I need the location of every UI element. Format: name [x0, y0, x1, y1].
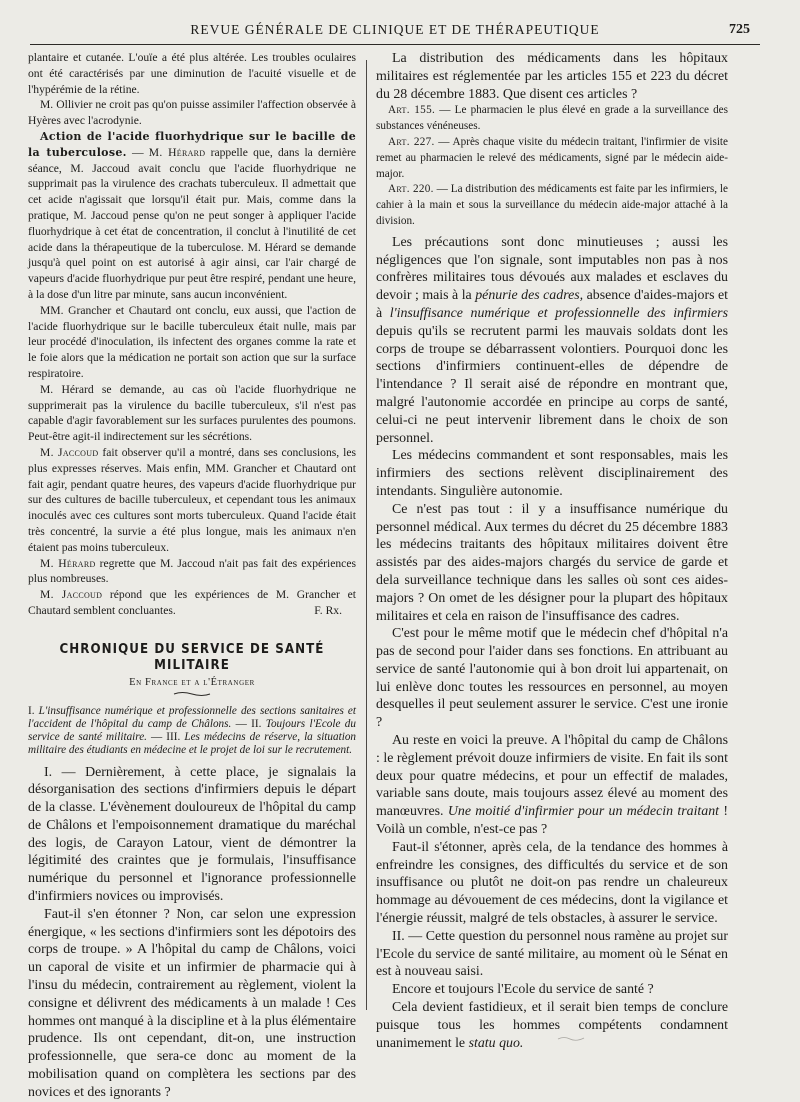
journal-title: REVUE GÉNÉRALE DE CLINIQUE ET DE THÉRAPEUTIQUE [190, 22, 600, 37]
ornament-rule [172, 691, 212, 697]
regulation-quotes [376, 103, 728, 229]
paragraph: Faut-il s'en étonner ? Non, car selon une expression énergique, « les sections d'infirmiers sont les dépotoirs des corps de troupe. » A l'hôpital du camp de Châlons, voici un caporal de visite et un infirmier de pharmacie qui à l'insu du médecin, contrairement au règlement, violent la consigne et délivrent des médicaments à un malade ! Ces hommes ont manqué à la discipline et à la plus élémentaire prudence. Ils ont cependant, dit-on, une instruction professionnelle, que sera-ce donc au moment de la mobilisation quand on complètera les sections par des novices et des ignorants ? [28, 906, 356, 1100]
paragraph: M. Ollivier ne croit pas qu'on puisse assimiler l'affection observée à Hyères avec l'acrodynie. [28, 98, 356, 128]
paragraph: M. Hérard se demande, au cas où l'acide fluorhydrique ne supprimerait pas la virulence du bacille tuberculeux, s'il n'est pas capable d'agir favorablement sur les surfaces purulentes des poumons. Peut-être agit-il indirectement sur les sécrétions. [28, 382, 356, 444]
paragraph: Les médecins commandent et sont responsables, mais les infirmiers des sections relèvent disciplinairement des intendants. Singulière autonomie. [376, 448, 728, 499]
paragraph: Les précautions sont donc minutieuses ; aussi les négligences que l'on signale, sont imputables non pas à nos confrères militaires tous dévoués aux malades et esclaves du devoir ; mais à la pénurie des cadres, absence d'aides-majors et à l'insuffisance numérique et professionnelle des infirmiers depuis qu'ils se recrutent parmi les mauvais soldats dont les corps de troupe se débarrassent volontiers. Pourquoi donc les sections d'infirmiers continuent-elles de dépendre de l'intendance ? Il serait aisé de répondre en montrant que, malgré l'autonomie accordée en principe au corps de santé, celui-ci ne peut intervenir librement dans le choix de son personnel. [376, 234, 729, 446]
paragraph: Ce n'est pas tout : il y a insuffisance numérique du personnel médical. Aux termes du décret du 25 décembre 1883 les médecins traitants des hôpitaux militaires doivent être assistés par des aides-majors chargés du service de garde et dela surveillance technique dans les salles où sont ces aides-majors ? On omet de les désigner pour la plupart des hôpitaux militaires et cela en raison de l'insuffisance des cadres. [376, 501, 728, 624]
paragraph: C'est pour le même motif que le médecin chef d'hôpital n'a pas de second pour l'aider dans ses fonctions. En attribuant au service de santé l'autonomie qui à bon droit lui appartenait, on lui enlève donc toutes les ressources en personnel, au moyen desquelles il peut seulement assurer le service. C'est une ironie ? [376, 626, 728, 731]
running-header [40, 22, 750, 42]
column-divider [366, 60, 367, 1010]
speaker-name: M. Hérard [148, 145, 206, 159]
paragraph: Encore et toujours l'Ecole du service de santé ? [392, 982, 654, 998]
speaker-name: M. Jaccoud [40, 588, 103, 602]
author-signature: F. Rx. [314, 603, 342, 617]
section-title: CHRONIQUE DU SERVICE DE SANTÉ MILITAIRE [59, 640, 325, 673]
paragraph-text: fait observer qu'il a montré, dans ses conclusions, les plus expresses réserves. Mais enfin, MM. Grancher et Chautard ont fait agir, pendant quatre heures, des vapeurs d'acide fluorhydrique pur sur des cultures de bacille tuberculeux, et cependant tous les animaux inoculés avec ces cultures sont morts tuberculeux. Quand l'acide était très concentré, la survie a été plus longue, mais les animaux n'en étaient pas moins tuberculeux. [28, 445, 356, 554]
paragraph-text: rappelle que, dans la dernière séance, M. Jaccoud avait conclu que l'acide fluorhydrique ne supprimait pas la virulence des crachats tuberculeux. Il admettait que cet acide n'agissait que lorsqu'il était pur. Mais, comme dans la pratique, M. Jaccoud pense qu'on ne peut songer à appliquer l'acide fluorhydrique à cet état de concentration, il conclut à l'inutilité de cet acide dans la thérapeutique de la tuberculose. M. Hérard se demande jusqu'à quel point on est autorisé à agir ainsi, car l'air chargé de vapeurs d'acide fluorhydrique pur peut être respiré, pendant une heure, à la dose d'un litre par minute, sans aucun inconvénient. [28, 145, 356, 301]
header-rule [30, 44, 760, 45]
paragraph-text: regrette que M. Jaccoud n'ait pas fait des expériences plus nombreuses. [28, 556, 356, 586]
regulation-article: Art. 227. — Après chaque visite du médecin traitant, l'infirmier de visite remet au pharmacien le relevé des médicaments, signé par le médecin aide-major. [376, 135, 728, 180]
paragraph: plantaire et cutanée. L'ouïe a été plus altérée. Les troubles oculaires ont été caractérisés par une diminution de l'acuité visuelle et de l'hypérémie de la rétine. [28, 51, 356, 96]
paragraph [28, 445, 356, 556]
regulation-article: Art. 155. — Le pharmacien le plus élevé en grade a la surveillance des substances vénéneuses. [376, 104, 728, 133]
page-number: 725 [729, 22, 750, 37]
society-report [28, 50, 356, 619]
print-smudge-mark [556, 1034, 586, 1042]
speaker-name: M. Hérard [40, 556, 96, 570]
chronicle-body-continued [376, 234, 728, 1053]
paragraph: La distribution des médicaments dans les hôpitaux militaires est réglementée par les articles 155 et 223 du décret du 28 décembre 1883. Que disent ces articles ? [376, 51, 728, 102]
section-summary: I. L'insuffisance numérique et professionnelle des sections sanitaires et l'accident de l'hôpital du camp de Châlons. — II. Toujours l'Ecole du service de santé militaire. — III. Les médecins de réserve, la situation militaire des étudiants en médecine et le projet de loi sur le recrutement. [28, 704, 357, 757]
paragraph: Cela devient fastidieux, et il serait bien temps de conclure puisque tous les hommes compétents condamnent unanimement le statu quo. [376, 1000, 728, 1051]
chronicle-body [28, 764, 356, 1102]
paragraph [28, 556, 356, 588]
speaker-name: M. Jaccoud [40, 445, 99, 459]
paragraph-text: répond que les expériences de M. Grancher et Chautard semblent concluantes. [28, 588, 356, 617]
subsection-heading: Action de l'acide fluorhydrique sur le bacille de la tuberculose. [28, 129, 356, 159]
paragraph: Action de l'acide fluorhydrique sur le bacille de la tuberculose. — M. Hérard rappelle que, dans la dernière séance, M. Jaccoud avait conclu que l'acide fluorhydrique ne supprimait pas la virulence des crachats tuberculeux. Il admettait que cet acide n'agissait que lorsqu'il était pur. Mais, comme dans la pratique, M. Jaccoud pense qu'on ne peut songer à appliquer l'acide fluorhydrique à cet état de concentration, il conclut à l'inutilité de cet acide dans la thérapeutique de la tuberculose. M. Hérard se demande jusqu'à quel point on est autorisé à agir ainsi, car l'air chargé de vapeurs d'acide fluorhydrique pur peut être respiré, pendant une heure, à la dose d'un litre par minute, sans aucun inconvénient. [28, 129, 356, 301]
paragraph: II. — Cette question du personnel nous ramène au projet sur l'Ecole du service de santé militaire, au moment où le Sénat en est à nouveau saisi. [376, 928, 728, 980]
left-column [28, 50, 356, 1102]
regulation-article: Art. 220. — La distribution des médicaments est faite par les infirmiers, le cahier à la main et sous la surveillance du médecin aide-major attaché à la division. [376, 183, 728, 227]
section-subtitle: En France et a l'Étranger [129, 676, 255, 688]
paragraph: Au reste en voici la preuve. A l'hôpital du camp de Châlons : le règlement prévoit douze infirmiers de visite. En fait ils sont deux pour quatre médecins, et pour un effectif de malades, variable sans doute, mais toujours assez élevé au moment des manœuvres. Une moitié d'infirmier pour un médecin traitant ! Voilà un comble, n'est-ce pas ? [376, 733, 728, 838]
paragraph: Faut-il s'étonner, après cela, de la tendance des hommes à enfreindre les consignes, des difficultés du service et de son insuffisance ou plutôt ne doit-on pas rendre un chaleureux hommage au dévouement de ces médecins, dont la vigilance et l'énergie réussit, malgré de tels obstacles, à assurer le service. [376, 839, 728, 927]
paragraph: MM. Grancher et Chautard ont conclu, eux aussi, que l'action de l'acide fluorhydrique sur le bacille tuberculeux était nulle, mais par leur procédé d'inoculation, ils infectent des organes comme la rate et le foie alors que la médication ne portait son action que sur la surface respiratoire. [28, 303, 356, 380]
paragraph: I. — Dernièrement, à cette place, je signalais la désorganisation des sections d'infirmiers depuis le départ de la classe. L'évènement douloureux de l'hôpital du camp de Châlons et l'empoisonnement dramatique du maréchal des logis, de Carayon Latour, vient de démontrer la légitimité des craintes que je formulais, l'insuffisance numérique du personnel et l'ignorance professionnelle d'infirmiers novices ou improvisés. [28, 764, 356, 905]
right-column [376, 50, 728, 1052]
